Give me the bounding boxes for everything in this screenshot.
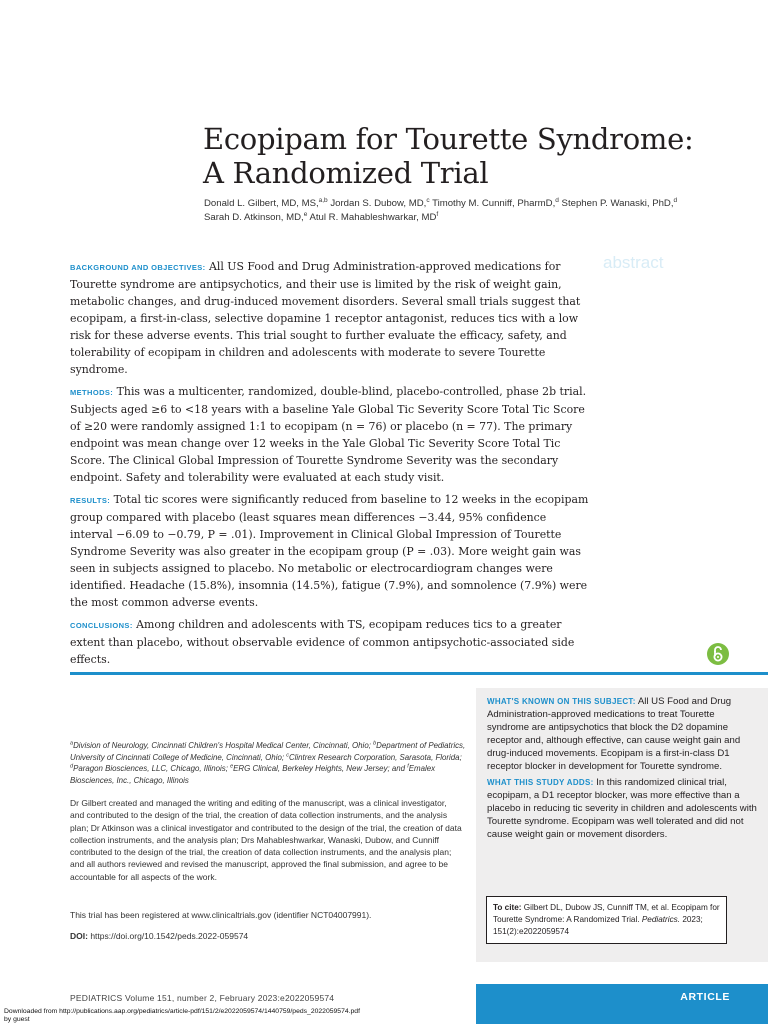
author-sup: d [555,196,559,204]
trial-registration: This trial has been registered at www.clinicaltrials.gov (identifier NCT04007991). [70,910,372,920]
doi-label: DOI: [70,931,88,941]
author-contributions: Dr Gilbert created and managed the writing and editing of the manuscript, was a clinical investigator, and contributed to the design of the trial, the creation of data collection instruments, and the analysis plan; Dr Atkinson was a clinical investigator and contributed to the design of the trial, the creation of data collection instruments, and the analysis plan; Drs Mahableshwarkar, Wanaski, Dubow, and Cunniff contributed to the design of the trial, the creation of data collection instruments, and the analysis plan; and all authors reviewed and revised the manuscript, approved the final submission, and agree to be accountable for all aspects of the work. [70,798,462,882]
abstract-methods [70,383,592,486]
results-text: Total tic scores were significantly reduced from baseline to 12 weeks in the ecopipam group compared with placebo (least squares mean differences −3.44, 95% confidence interval −6.09 to −0.79, P = .01). Improvement in Clinical Global Impression of Tourette Syndrome Severity was also greater in the ecopipam group (P = .03). More weight gain was seen in subjects assigned to placebo. No metabolic or electrocardiogram changes were identified. Headache (15.8%), insomnia (14.5%), fatigue (7.9%), and somnolence (7.9%) were the most common adverse events. [70,493,589,609]
abstract-tag: abstract [603,253,664,272]
author-atkinson: Sarah D. Atkinson, MD, [204,212,304,223]
author-gilbert: Donald L. Gilbert, MD, MS, [204,198,319,209]
what-study-adds [487,776,758,841]
affil-sup: d [70,763,74,770]
author-sup: f [436,210,439,218]
affil-sup: b [373,740,377,747]
doi [70,931,470,941]
author-sup: a,b [318,196,328,204]
abstract-body [70,258,592,673]
methods-text: This was a multicenter, randomized, double-blind, placebo-controlled, phase 2b trial. Subjects aged ≥6 to <18 years with a baseline Yale Global Tic Severity Score Total Tic Score of ≥20 were randomly assigned 1:1 to ecopipam (n = 76) or placebo (n = 77). The primary endpoint was mean change over 12 weeks in the Yale Global Tic Severity Score Total Tic Score. The Clinical Global Impression of Tourette Syndrome Severity was the secondary endpoint. Safety and tolerability were evaluated at each study visit. [70,385,587,484]
cite-journal: Pediatrics. [641,915,681,924]
download-watermark [4,1008,464,1024]
conclusions-text: Among children and adolescents with TS, ecopipam reduces tics to a greater extent than placebo, without observable evidence of common antipsychotic-associated side effects. [70,618,575,666]
author-sup: d [673,196,678,204]
author-dubow: Jordan S. Dubow, MD, [327,198,427,209]
what-study-adds-label: WHAT THIS STUDY ADDS: [487,778,594,787]
cite-ref: 2023; 151(2):e2022059574 [493,915,703,936]
author-mahableshwarkar: Atul R. Mahableshwarkar, MD [307,212,437,223]
abstract-results [70,491,592,611]
download-line-2: by guest [4,1016,30,1023]
affil-f: Emalex Biosciences, Inc., Chicago, Illinois [70,764,436,785]
whats-known-text: All US Food and Drug Administration-approved medications to treat Tourette syndrome are antipsychotics that block the D2 dopamine receptor and, although effective, can cause weight gain and drug-induced movements. Ecopipam is a first-in-class D1 receptor blocker in development for Tourette syndrome. [487,696,741,772]
title-line-1: Ecopipam for Tourette Syndrome: [203,122,694,156]
background-text: All US Food and Drug Administration-approved medications for Tourette syndrome are antipsychotics, and their use is limited by the risk of weight gain, metabolic changes, and drug-induced movement disorders. Several small trials suggest that ecopipam, a first-in-class, selective dopamine 1 receptor antagonist, reduces tics with a low risk for these adverse events. This trial sought to further evaluate the efficacy, safety, and tolerability of ecopipam in children and adolescents with moderate to severe Tourette syndrome. [70,260,581,376]
author-sup: c [426,196,430,204]
affil-sup: a [70,740,74,747]
article-title [203,122,723,190]
what-study-adds-text: In this randomized clinical trial, ecopipam, a D1 receptor blocker, was more effective than a placebo in reducing tic severity in children and adolescents with Tourette syndrome. Ecopipam was well tolerated and did not cause weight gain or movement disorders. [487,777,757,840]
whats-known [487,695,758,773]
author-cunniff: Timothy M. Cunniff, PharmD, [429,198,556,209]
affil-sup: c [286,751,289,758]
conclusions-label: CONCLUSIONS: [70,621,133,630]
open-access-icon [707,643,729,665]
results-label: RESULTS: [70,496,111,505]
affiliations [70,740,470,786]
affil-b: Department of Pediatrics, University of Cincinnati College of Medicine, Cincinnati, Ohio; [70,741,466,762]
methods-label: METHODS: [70,388,114,397]
background-label: BACKGROUND AND OBJECTIVES: [70,263,206,272]
affil-d: Paragon Biosciences, LLC, Chicago, Illinois; [73,764,231,773]
journal-footer: PEDIATRICS Volume 151, number 2, February 2023:e2022059574 [70,993,335,1003]
author-wanaski: Stephen P. Wanaski, PhD, [558,198,674,209]
abstract-background [70,258,592,378]
citation-box [486,896,727,944]
author-list [204,197,704,225]
affil-c: Clintrex Research Corporation, Sarasota, Florida; [288,752,462,762]
affil-e: ERG Clinical, Berkeley Heights, New Jersey; and [233,764,408,773]
affil-sup: f [407,763,409,770]
affil-a: Division of Neurology, Cincinnati Children's Hospital Medical Center, Cincinnati, Ohio; [73,741,374,750]
title-line-2: A Randomized Trial [203,156,489,190]
download-line-1: Downloaded from http://publications.aap.org/pediatrics/article-pdf/151/2/e2022059574/1440759/peds_2022059574.pdf [4,1008,360,1015]
section-divider [70,672,768,675]
author-sup: e [303,210,308,218]
cite-text: Gilbert DL, Dubow JS, Cunniff TM, et al. Ecopipam for Tourette Syndrome: A Randomized Trial. [493,903,720,924]
open-access-glyph [707,643,729,665]
affil-sup: e [230,763,234,770]
article-type-label: ARTICLE [680,991,730,1003]
whats-known-label: WHAT'S KNOWN ON THIS SUBJECT: [487,697,636,706]
cite-label: To cite: [493,903,522,912]
doi-link[interactable]: https://doi.org/10.1542/peds.2022-059574 [87,931,249,941]
abstract-conclusions [70,616,592,668]
article-type-bar [476,984,768,1024]
